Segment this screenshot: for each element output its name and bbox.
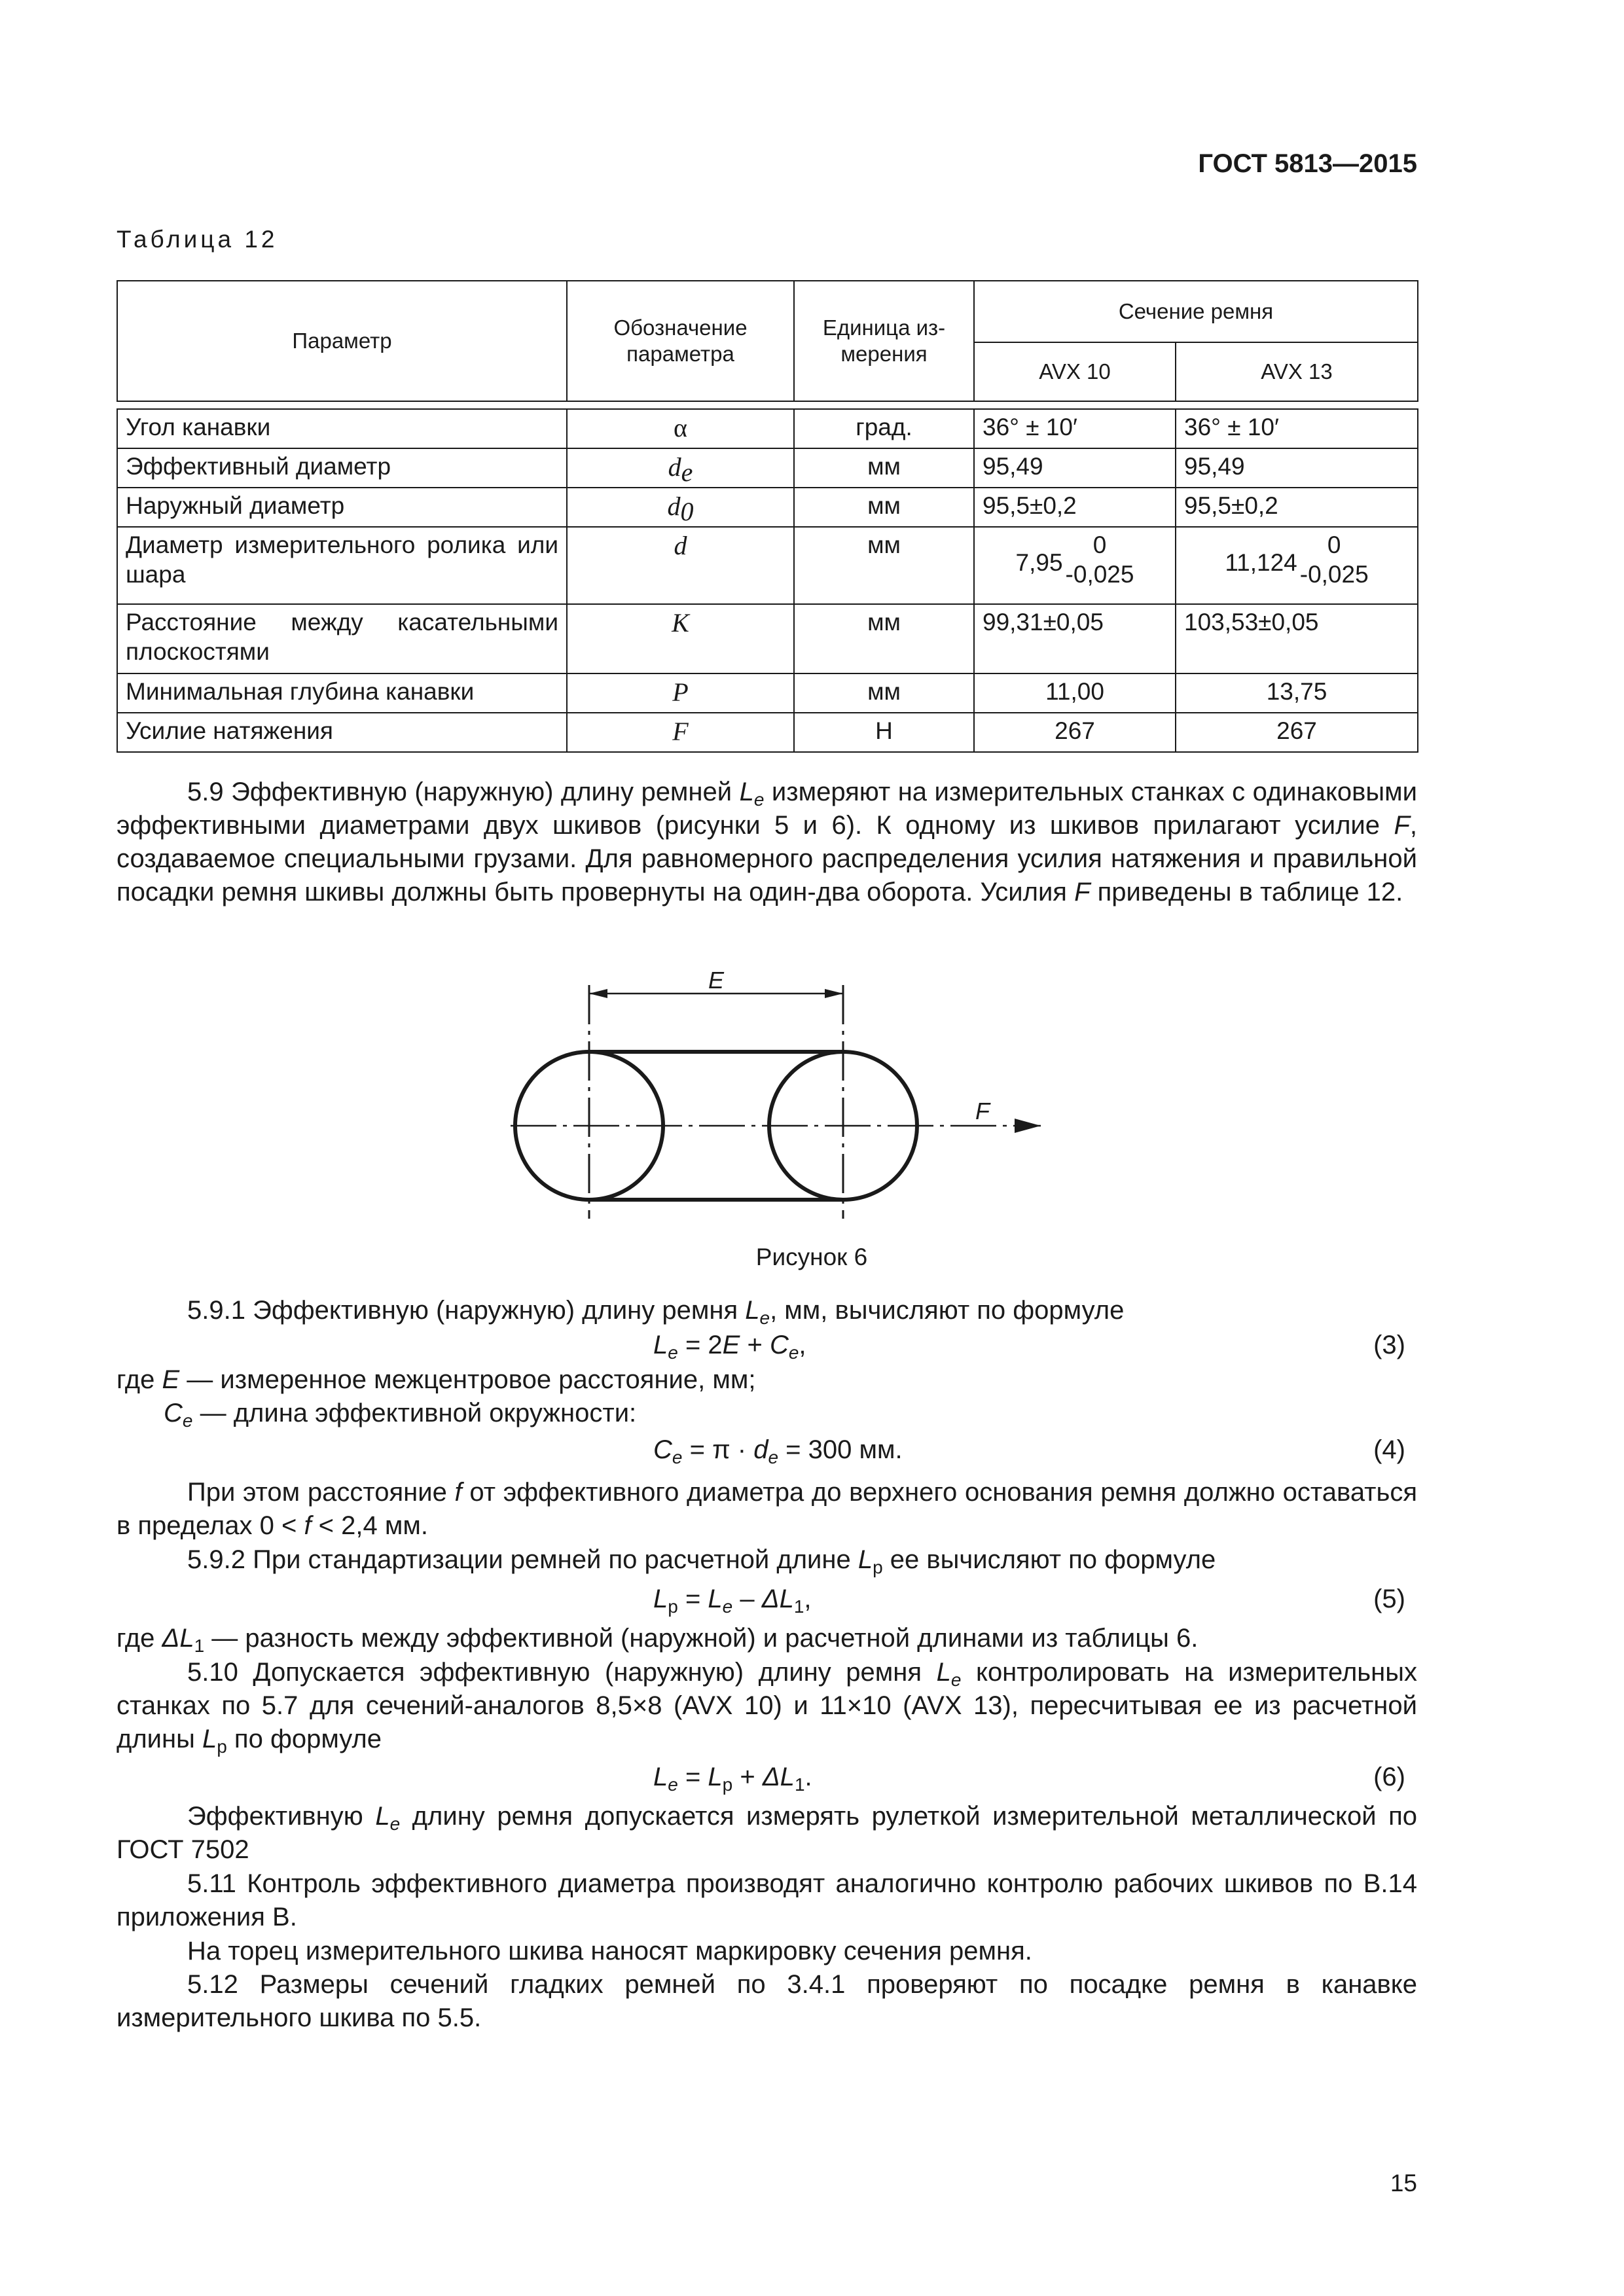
- force-arrow: [1015, 1119, 1041, 1133]
- row-value-avx10: 36° ± 10′: [974, 409, 1176, 448]
- table-row: [117, 673, 1418, 713]
- table-row: [117, 409, 1418, 448]
- tolerance-avx10: 7,95 0 -0,025: [1015, 531, 1134, 588]
- row-value-avx10: 95,5±0,2: [974, 488, 1176, 527]
- row-unit: мм: [794, 673, 974, 713]
- row-param: Минимальная глубина канавки: [117, 673, 567, 713]
- label-F: F: [975, 1098, 990, 1124]
- row-unit: мм: [794, 488, 974, 527]
- row-value-avx13: 103,53±0,05: [1176, 604, 1418, 673]
- row-value-avx13: 95,49: [1176, 448, 1418, 488]
- paragraph-5-10: 5.10 Допускается эффективную (наружную) длину ремня $L_e$ контролировать на измерительных станках по 5.7 для сечений-аналогов 8,5×8 (AVX 10) и 11×10 (AVX 13), пересчитывая ее из расчетной длины $L_p$ по формуле: [117, 1658, 1417, 1757]
- header-unit: Единица из-мерения: [794, 281, 974, 401]
- header-section: Сечение ремня: [974, 281, 1418, 342]
- paragraph-f-range: При этом расстояние f от эффективного диаметра до верхнего основания ремня должно оставаться в пределах 0 < f < 2,4 мм.: [117, 1478, 1418, 1540]
- header-param: Параметр: [117, 281, 567, 401]
- symbol-d: d: [668, 452, 681, 482]
- symbol-P: P: [672, 677, 689, 707]
- paragraph-5-9-2: 5.9.2 При стандартизации ремней по расчетной длине $L_p$ ее вычисляют по формуле: [187, 1545, 1216, 1577]
- tolerance-avx13: 11,124 0 -0,025: [1225, 531, 1369, 588]
- row-unit: мм: [794, 448, 974, 488]
- header-avx10: AVX 10: [974, 342, 1176, 401]
- table-row: [117, 488, 1418, 527]
- where-C: $C_e$ — длина эффективной окружности:: [164, 1399, 637, 1431]
- figure-caption: Рисунок 6: [755, 1244, 868, 1270]
- table-row: [117, 713, 1418, 752]
- table-row: [117, 448, 1418, 488]
- paragraph-5-11: 5.11 Контроль эффективного диаметра производят аналогично контролю рабочих шкивов по В.14 приложения В.: [117, 1869, 1417, 1931]
- row-unit: град.: [794, 409, 974, 448]
- symbol-alpha: α: [674, 413, 687, 442]
- table-caption: Таблица 12: [117, 226, 278, 253]
- symbol-d: d: [667, 492, 681, 521]
- paragraph-5-9-1: 5.9.1 Эффективную (наружную) длину ремня $L_e$, мм, вычисляют по формуле: [187, 1296, 1125, 1328]
- symbol-K: K: [672, 608, 689, 637]
- row-value-avx13: 95,5±0,2: [1176, 488, 1418, 527]
- row-value-avx10: 95,49: [974, 448, 1176, 488]
- page-number: 15: [1390, 2170, 1417, 2197]
- dimension-arrow-right: [825, 989, 843, 998]
- symbol-subscript: e: [681, 457, 693, 487]
- table-row: [117, 527, 1418, 604]
- row-unit: мм: [794, 527, 974, 604]
- symbol-d: d: [674, 531, 687, 560]
- paragraph-5-12: 5.12 Размеры сечений гладких ремней по 3.4.1 проверяют по посадке ремня в канавке измерительного шкива по 5.5.: [117, 1970, 1417, 2032]
- where-E: где E — измеренное межцентровое расстояние, мм;: [117, 1365, 756, 1394]
- symbol-F: F: [672, 717, 689, 746]
- table-row: [117, 604, 1418, 673]
- label-E: E: [708, 967, 725, 994]
- header-avx13: AVX 13: [1176, 342, 1418, 401]
- dimension-arrow-left: [589, 989, 607, 998]
- row-param: Расстояние между касательными плоскостями: [117, 604, 567, 673]
- paragraph-measure: Эффективную $L_e$ длину ремня допускается измерять рулеткой измерительной металлической по ГОСТ 7502: [117, 1802, 1417, 1864]
- row-param: Угол канавки: [117, 409, 567, 448]
- where-delta-L: где $\Delta L_1$ — разность между эффективной (наружной) и расчетной длинами из таблицы 6.: [117, 1624, 1199, 1656]
- row-value-avx13: 267: [1176, 713, 1418, 752]
- row-value-avx10: 267: [974, 713, 1176, 752]
- row-param: Наружный диаметр: [117, 488, 567, 527]
- standard-designation: ГОСТ 5813—2015: [1198, 149, 1417, 178]
- symbol-subscript: 0: [680, 497, 694, 526]
- row-unit: Н: [794, 713, 974, 752]
- figure-6-diagram: [491, 967, 1080, 1230]
- row-unit: мм: [794, 604, 974, 673]
- row-param: Усилие натяжения: [117, 713, 567, 752]
- row-param: Диаметр измерительного ролика или шара: [117, 527, 567, 604]
- row-value-avx13: 36° ± 10′: [1176, 409, 1418, 448]
- header-symbol: Обозначение параметра: [567, 281, 794, 401]
- row-value-avx10: 11,00: [974, 673, 1176, 713]
- paragraph-marking: На торец измерительного шкива наносят маркировку сечения ремня.: [187, 1937, 1032, 1965]
- row-value-avx13: 13,75: [1176, 673, 1418, 713]
- parameters-table: [117, 280, 1417, 753]
- row-param: Эффективный диаметр: [117, 448, 567, 488]
- paragraph-5-9: 5.9 Эффективную (наружную) длину ремней $L_e$ измеряют на измерительных станках с одинаковыми эффективными диаметрами двух шкивов (рисунки 5 и 6). К одному из шкивов прилагают усилие F, создаваемое специальными грузами. Для равномерного распределения усилия натяжения и правильной посадки ремня шкивы должны быть провернуты на один-два оборота. Усилия F приведены в таблице 12.: [117, 778, 1417, 906]
- row-value-avx10: 99,31±0,05: [974, 604, 1176, 673]
